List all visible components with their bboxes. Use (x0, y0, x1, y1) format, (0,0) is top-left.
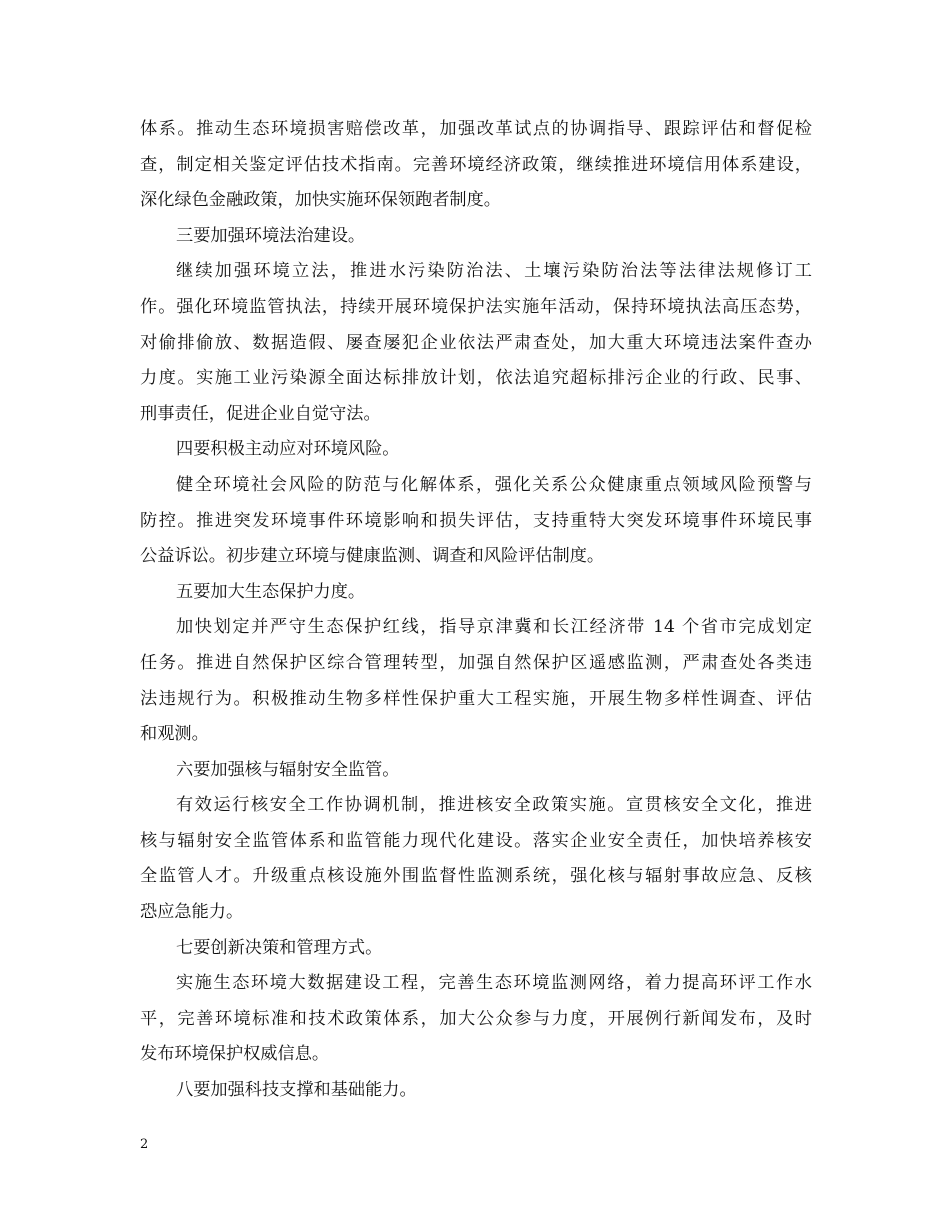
text-line: 实施生态环境大数据建设工程，完善生态环境监测网络，着力提高环评工作水 (176, 973, 812, 994)
page-number: 2 (140, 1137, 149, 1152)
text-line: 三要加强环境法治建设。 (176, 225, 366, 246)
text-line: 六要加强核与辐射安全监管。 (176, 759, 400, 780)
text-line: 四要积极主动应对环境风险。 (176, 439, 400, 460)
text-line: 恐应急能力。 (140, 902, 244, 923)
text-line: 健全环境社会风险的防范与化解体系，强化关系公众健康重点领域风险预警与 (176, 474, 812, 495)
text-line: 刑事责任，促进企业自觉守法。 (140, 403, 381, 424)
text-line: 继续加强环境立法，推进水污染防治法、土壤污染防治法等法律法规修订工 (176, 261, 812, 282)
text-line: 核与辐射安全监管体系和监管能力现代化建设。落实企业安全责任，加快培养核安 (140, 830, 812, 851)
text-line: 力度。实施工业污染源全面达标排放计划，依法追究超标排污企业的行政、民事、 (140, 368, 812, 389)
text-line: 五要加大生态保护力度。 (176, 581, 366, 602)
text-line: 发布环境保护权威信息。 (140, 1044, 330, 1065)
text-line: 平，完善环境标准和技术政策体系，加大公众参与力度，开展例行新闻发布，及时 (140, 1008, 812, 1029)
text-line: 作。强化环境监管执法，持续开展环境保护法实施年活动，保持环境执法高压态势， (140, 296, 812, 317)
text-line: 八要加强科技支撑和基础能力。 (176, 1080, 417, 1101)
text-line: 深化绿色金融政策，加快实施环保领跑者制度。 (140, 190, 501, 211)
text-line: 和观测。 (140, 724, 209, 745)
text-line: 公益诉讼。初步建立环境与健康监测、调查和风险评估制度。 (140, 546, 605, 567)
text-line: 任务。推进自然保护区综合管理转型，加强自然保护区遥感监测，严肃查处各类违 (140, 652, 812, 673)
text-line: 加快划定并严守生态保护红线，指导京津冀和长江经济带 14 个省市完成划定 (176, 617, 812, 638)
text-line: 法违规行为。积极推动生物多样性保护重大工程实施，开展生物多样性调查、评估 (140, 688, 812, 709)
text-line: 有效运行核安全工作协调机制，推进核安全政策实施。宣贯核安全文化，推进 (176, 795, 812, 816)
text-line: 体系。推动生态环境损害赔偿改革，加强改革试点的协调指导、跟踪评估和督促检 (140, 119, 812, 139)
body-text (140, 112, 812, 1109)
text-line: 七要创新决策和管理方式。 (176, 937, 383, 958)
text-line: 防控。推进突发环境事件环境影响和损失评估，支持重特大突发环境事件环境民事 (140, 510, 812, 531)
text-line: 全监管人才。升级重点核设施外围监督性监测系统，强化核与辐射事故应急、反核 (140, 866, 812, 887)
text-line: 查，制定相关鉴定评估技术指南。完善环境经济政策，继续推进环境信用体系建设， (140, 154, 812, 175)
text-line: 对偷排偷放、数据造假、屡查屡犯企业依法严肃查处，加大重大环境违法案件查办 (140, 332, 812, 353)
